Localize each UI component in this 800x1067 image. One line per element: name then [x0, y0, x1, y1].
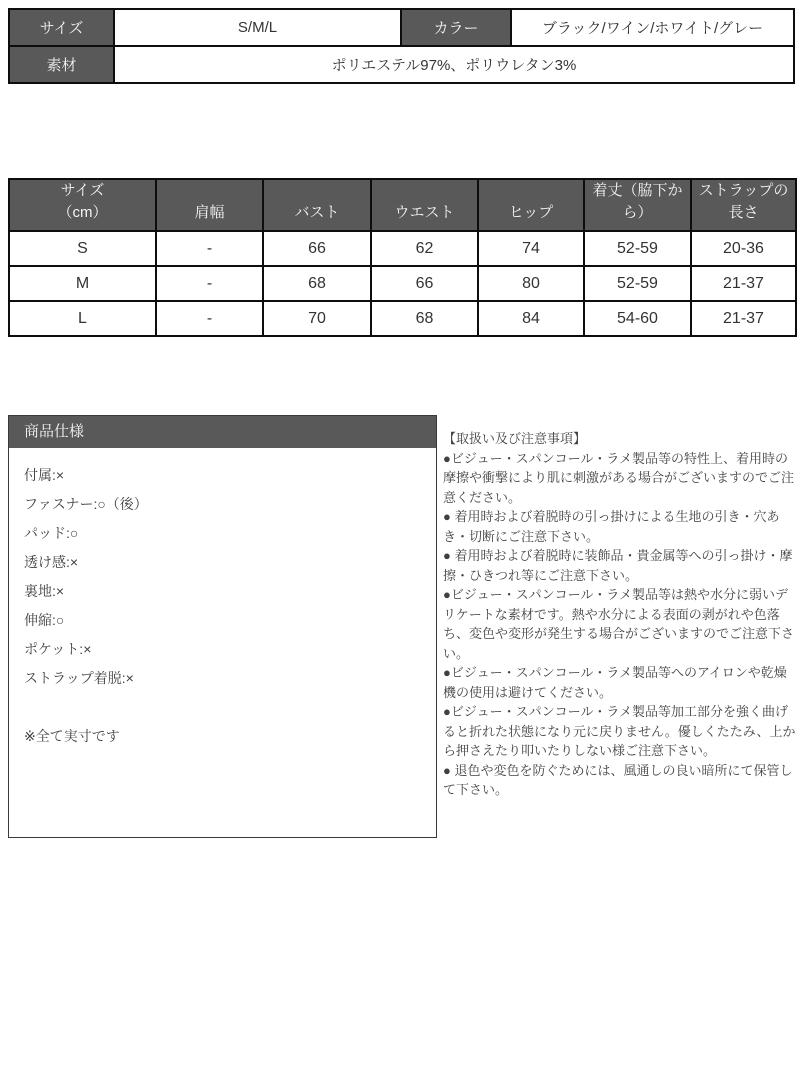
cell-bust: 68 [263, 266, 371, 301]
material-label-cell: 素材 [9, 46, 114, 83]
header-strap: ストラップの長さ [691, 179, 796, 231]
spec-item-pad: パッド:○ [24, 525, 79, 541]
product-spec-box [8, 415, 437, 838]
care-note-jewelry: ● 着用時および着脱時に装飾品・貴金属等への引っ掛け・摩擦・ひきつれ等にご注意下さい。 [443, 548, 793, 583]
size-value-cell: S/M/L [114, 9, 401, 46]
header-hip: ヒップ [478, 179, 584, 231]
cell-hip: 74 [478, 231, 584, 266]
care-note-friction: ●ビジュー・スパンコール・ラメ製品等の特性上、着用時の摩擦や衝撃により肌に刺激がある場合がございますのでご注意ください。 [443, 450, 795, 505]
product-summary-section [8, 8, 795, 84]
product-spec-list [9, 448, 436, 693]
care-note-storage: ● 退色や変色を防ぐためには、風通しの良い暗所にて保管して下さい。 [443, 762, 793, 797]
header-size-line2: （cm） [57, 204, 108, 221]
spec-item-pocket: ポケット:× [24, 641, 92, 657]
header-size-line1: サイズ [60, 182, 105, 199]
cell-hip: 80 [478, 266, 584, 301]
care-note-iron-dryer: ●ビジュー・スパンコール・ラメ製品等へのアイロンや乾燥機の使用は避けてください。 [443, 665, 787, 700]
care-note-snagging: ● 着用時および着脱時の引っ掛けによる生地の引き・穴あき・切断にご注意下さい。 [443, 509, 780, 544]
size-chart-row-m [9, 266, 796, 301]
size-label-cell: サイズ [9, 9, 114, 46]
header-length: 着丈（脇下から） [584, 179, 691, 231]
spec-item-sheerness: 透け感:× [24, 554, 79, 570]
size-chart-row-l [9, 301, 796, 336]
cell-hip: 84 [478, 301, 584, 336]
cell-strap: 21-37 [691, 301, 796, 336]
summary-row-material [9, 46, 794, 83]
spec-item-fastener: ファスナー:○（後） [24, 496, 148, 512]
spec-item-accessory: 付属:× [24, 467, 65, 483]
header-bust: バスト [263, 179, 371, 231]
size-chart-table [8, 178, 797, 337]
spec-footnote: ※全て実寸です [24, 728, 120, 744]
spec-item-lining: 裏地:× [24, 583, 65, 599]
cell-shoulder: - [156, 301, 263, 336]
product-summary-table [8, 8, 795, 84]
cell-shoulder: - [156, 266, 263, 301]
care-note-heat-moisture: ●ビジュー・スパンコール・ラメ製品等は熱や水分に弱いデリケートな素材です。熱や水分による表面の剥がれや色落ち、変色や変形が発生する場合がございますのでご注意下さい。 [443, 587, 795, 661]
cell-shoulder: - [156, 231, 263, 266]
cell-strap: 21-37 [691, 266, 796, 301]
size-chart-header-row [9, 179, 796, 231]
cell-waist: 62 [371, 231, 478, 266]
size-chart-section [8, 178, 797, 337]
cell-bust: 66 [263, 231, 371, 266]
product-spec-title: 商品仕様 [9, 416, 436, 448]
header-shoulder: 肩幅 [156, 179, 263, 231]
size-chart-row-s [9, 231, 796, 266]
cell-length: 54-60 [584, 301, 691, 336]
cell-waist: 66 [371, 266, 478, 301]
cell-strap: 20-36 [691, 231, 796, 266]
color-label-cell: カラー [401, 9, 511, 46]
header-size-cm [9, 179, 156, 231]
care-notes-title: 【取扱い及び注意事項】 [443, 431, 587, 446]
cell-size: S [9, 231, 156, 266]
color-value-cell: ブラック/ワイン/ホワイト/グレー [511, 9, 794, 46]
cell-size: M [9, 266, 156, 301]
cell-size: L [9, 301, 156, 336]
cell-bust: 70 [263, 301, 371, 336]
care-notes-section [443, 429, 799, 800]
header-waist: ウエスト [371, 179, 478, 231]
spec-item-stretch: 伸縮:○ [24, 612, 65, 628]
cell-length: 52-59 [584, 231, 691, 266]
material-value-cell: ポリエステル97%、ポリウレタン3% [114, 46, 794, 83]
cell-waist: 68 [371, 301, 478, 336]
cell-length: 52-59 [584, 266, 691, 301]
summary-row-size-color [9, 9, 794, 46]
care-note-bending: ●ビジュー・スパンコール・ラメ製品等加工部分を強く曲げると折れた状態になり元に戻りません。優しくたたみ、上から押さえたり叩いたりしない様ご注意下さい。 [443, 704, 796, 758]
spec-item-strap: ストラップ着脱:× [24, 670, 134, 686]
